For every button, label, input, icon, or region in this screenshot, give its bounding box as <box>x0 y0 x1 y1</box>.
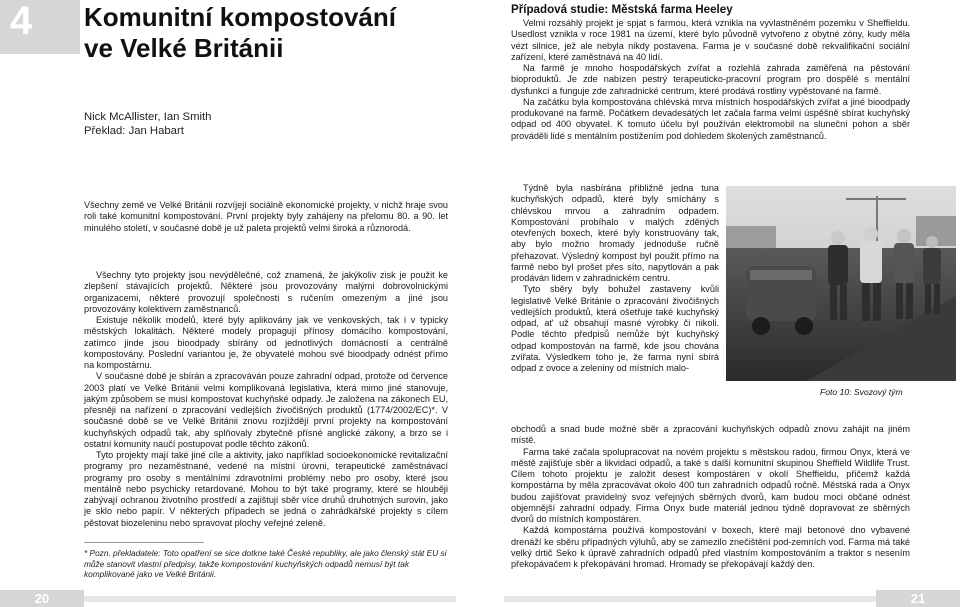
photo-caption: Foto 10: Svozový tým <box>820 387 903 397</box>
right-column-bottom <box>511 424 910 570</box>
photo-image <box>726 186 956 381</box>
footer-bar-left <box>84 596 456 602</box>
left-column-body <box>84 270 448 529</box>
paragraph: Každá kompostárna používá kompostování v boxech, které mají betonové dno vybavené drenáží ke sběru případných výluhů, aby se zamezilo znečištění pod-zemních vod. Farma má také velký drtič Seko k úpravě zahradních odpadů před vlastním kompostováním a traktor s nesením překopávačem k překopávání hromad. Hromady se překopávají každý den. <box>511 525 910 569</box>
case-study-title: Případová studie: Městská farma Heeley <box>511 3 733 16</box>
photo-collection-team <box>726 186 956 381</box>
paragraph: Na farmě je mnoho hospodářských zvířat a rozlehlá zahrada zaměřená na pěstování bioproduktů. Je zde nabízen pestrý terapeuticko-pracovní program pro dospělé s mentální dysfunkcí a funguje zde zahradnické centrum, které prodává rostliny vypěstované na farmě. <box>511 63 910 96</box>
paragraph: Všechny země ve Velké Británii rozvíjejí sociálně ekonomické projekty, v nichž hraje svou roli také komunitní kompostování. První projekty byly zahájeny na přelomu 80. a 90. let minulého století, v současné době je už paleta projektů velmi široká a různorodá. <box>84 200 448 233</box>
title-line-2: ve Velké Británii <box>84 33 284 63</box>
paragraph: V současné době je sbírán a zpracováván pouze zahradní odpad, protože od července 2003 platí ve Velké Británii velmi komplikovaná legislativa, která mimo jiné stanovuje, jakým způsobem se musí kompostovat kuchyňské odpady. Je založena na zákonech EU, přesněji na nařízení o zpracování vedlejších živočišných produktů (1774/2002/EC)*. V současné době se ve Velké Británii znovu rozjíždějí první projekty na kompostování kuchyňských odpadů tak, aby splňovaly zbytečně přísné anglické zákony, a brzo se i ostatní komunity naučí postupovat podle těchto zákonů. <box>84 371 448 449</box>
title-line-1: Komunitní kompostování <box>84 2 396 32</box>
paragraph: Týdně byla nasbírána přibližně jedna tuna kuchyňských odpadů, které byly smíchány s chlévskou mrvou a zahradním odpadem. Kompostování probíhalo v malých zděných otevřených boxech, které byly konstruovány tak, aby bylo možno hromady jednoduše ručně přehazovat. Výsledný kompost byl použit přímo na farmě nebo byl prošet přes síto, napytlován a pak prodáván lidem v zahradnickém centru. <box>511 183 719 283</box>
authors <box>84 110 464 138</box>
left-column-intro <box>84 200 448 234</box>
translator: Překlad: Jan Habart <box>84 125 184 137</box>
footer-bar-right <box>504 596 876 602</box>
chapter-number: 4 <box>0 0 80 54</box>
paragraph: obchodů a snad bude možné sběr a zpracování kuchyňských odpadů znovu zahájit na jiném místě. <box>511 424 910 446</box>
page-number-right: 21 <box>876 590 960 607</box>
paragraph: Existuje několik modelů, které byly aplikovány jak ve venkovských, tak i v typicky městských lokalitách. Některé modely propagují přínosy domácího kompostování, zatímco jinde jsou bioodpady sbírány od jednotlivých domácností a centrálně kompostovány. Poslední variantou je, že obyvatelé mohou své bioodpady odnést přímo na kompostárnu. <box>84 315 448 370</box>
footnote-separator <box>84 542 204 543</box>
paragraph: Velmi rozsáhlý projekt je spjat s farmou, která vznikla na vyvlastněném pozemku v Sheffieldu. Usedlost vznikla v roce 1981 na území, které bylo původně vytvořeno z obytné zóny, kudy měla vézt silnice, jež ale nebyla nikdy postavena. Farma je v současné době rekvalifikační sociální zařízení, které zaměstnává na 40 lidí. <box>511 18 910 62</box>
paragraph: Farma také začala spolupracovat na novém projektu s městskou radou, firmou Onyx, která ve městě zajišťuje sběr a likvidaci odpadů, a také s další komunitní skupinou Sheffield Wildlife Trust. Cílem tohoto projektu je založit desest kompostáren v okolí Sheffieldu, přičemž každá kompostárna by měla zpracovávat okolo 400 tun zahradních odpadů ročně. Městská rada a Onyx budou zajišťovat pravidelný svoz veřejných sběrných dvorů, kam budou moci občané odnést objemnější zahradní odpady. Firma Onyx bude materiál jednou týdně dopravovat ze sběrných dvorů do místních kompostáren. <box>511 446 910 524</box>
footnote: * Pozn. překladatele: Toto opatření se sice dotkne také České republiky, ale jako členský stát EU si může stanovit vlastní předpisy, takže kompostování kuchyňských odpadů nemusí být tak komplikované jako ve Velké Británii. <box>84 548 447 579</box>
page-number-left: 20 <box>0 590 84 607</box>
paragraph: Všechny tyto projekty jsou nevýdělečné, což znamená, že jakýkoliv zisk je použit ke zlepšení stávajících projektů. Některé jsou provozovány malými dobrovolnickými organizacemi, některé provozují společnosti s ručením omezeným a jiné jsou provozovány kolektivem zaměstnanců. <box>84 270 448 314</box>
page-title <box>84 2 464 64</box>
authors-names: Nick McAllister, Ian Smith <box>84 111 212 123</box>
paragraph: Tyto sběry byly bohužel zastaveny kvůli legislativě Velké Británie o zpracování živočišných vedlejších produktů, která ošetřuje také kuchyňský odpad, at' už obsahují masné výrobky či nikoli. Podle těchto předpisů nemůže být kuchyňský odpad kompostován na farmě, kde jsou chována zvířata. Výsledkem toho je, že farma nyní sbírá odpad z ovoce a zeleniny od místních malo- <box>511 284 719 373</box>
paragraph: Tyto projekty mají také jiné cíle a aktivity, jako například socioekonomické revitalizační programy pro nezaměstnané, vedené na místní úrovni, terapeutické zaměstnávací programy pro osoby s mentálními zdravotními problémy nebo pro osoby, které jsou mentálně nebo psychicky retardované. Mohou to být také programy, které se hlouběji zabývají ochranou životního prostředí a zajištují sběr více druhů druhotných surovin, jako je sklo nebo papír. V některých případech se jedná o zahrádkářské projekty s cílem pěstovat biozeleninu nebo spravovat plochy veřejné zeleně. <box>84 450 448 528</box>
paragraph: Na začátku byla kompostována chlévská mrva místních hospodářských zvířat a jiné bioodpady produkované na farmě. Počátkem devadesátých let začala farma velmi úspěšně sbírat kuchyňský odpad od 400 obyvatel. K tomuto účelu byl používán elektromobil na sluneční pohon a sběr prováděli lidé s mentálním postižením pod dohledem školených zaměstnanců. <box>511 96 910 141</box>
right-column-narrow <box>511 183 719 374</box>
right-column-top <box>511 18 910 142</box>
